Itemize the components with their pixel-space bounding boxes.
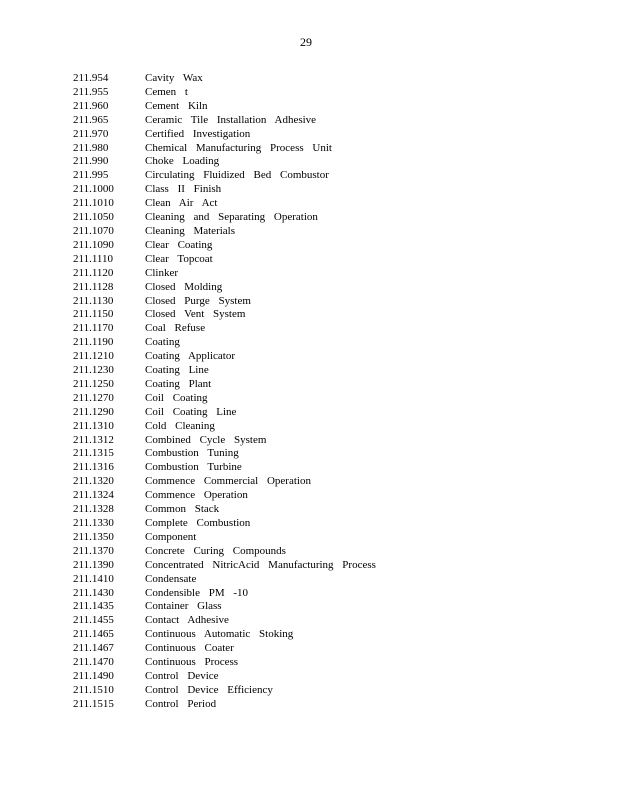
- list-item: [73, 573, 593, 587]
- section-number: 211.990: [73, 155, 109, 168]
- term-label: Component: [145, 530, 197, 543]
- section-number: 211.1130: [73, 294, 114, 307]
- term-label: Choke Loading: [145, 155, 220, 168]
- term-label: Continuous Coater: [145, 642, 234, 655]
- term-label: Control Device: [145, 669, 219, 682]
- term-label: Coating: [145, 336, 180, 349]
- section-number: 211.1290: [73, 405, 114, 418]
- section-number: 211.1410: [73, 572, 114, 585]
- list-item: [73, 559, 593, 573]
- section-number: 211.1467: [73, 642, 114, 655]
- section-number: 211.1315: [73, 447, 114, 460]
- section-number: 211.1050: [73, 211, 114, 224]
- section-number: 211.1210: [73, 350, 114, 363]
- term-label: Closed Molding: [145, 280, 223, 293]
- section-number: 211.1350: [73, 530, 114, 543]
- list-item: [73, 239, 593, 253]
- term-label: Circulating Fluidized Bed Combustor: [145, 169, 329, 182]
- term-label: Common Stack: [145, 503, 220, 516]
- list-item: [73, 656, 593, 670]
- list-item: [73, 100, 593, 114]
- list-item: [73, 475, 593, 489]
- section-number: 211.970: [73, 127, 109, 140]
- section-number: 211.1455: [73, 614, 114, 627]
- term-label: Chemical Manufacturing Process Unit: [145, 141, 332, 154]
- list-item: [73, 545, 593, 559]
- list-item: [73, 600, 593, 614]
- list-item: [73, 670, 593, 684]
- section-number: 211.1324: [73, 489, 114, 502]
- list-item: [73, 587, 593, 601]
- section-number: 211.1328: [73, 503, 114, 516]
- section-number: 211.1435: [73, 600, 114, 613]
- section-number: 211.1316: [73, 461, 114, 474]
- list-item: [73, 155, 593, 169]
- term-label: Cavity Wax: [145, 72, 203, 84]
- term-label: Cleaning Materials: [145, 224, 236, 237]
- term-label: Ceramic Tile Installation Adhesive: [145, 113, 317, 126]
- section-number: 211.1110: [73, 252, 114, 265]
- term-label: Closed Purge System: [145, 294, 251, 307]
- term-label: Concentrated NitricAcid Manufacturing Process: [145, 558, 376, 571]
- term-label: Condensate: [145, 572, 197, 585]
- term-label: Class II Finish: [145, 183, 222, 196]
- list-item: [73, 350, 593, 364]
- term-label: Concrete Curing Compounds: [145, 544, 286, 557]
- section-number: 211.1000: [73, 183, 114, 196]
- list-item: [73, 197, 593, 211]
- term-label: Clean Air Act: [145, 197, 218, 210]
- term-label: Certified Investigation: [145, 127, 251, 140]
- section-number: 211.1010: [73, 197, 114, 210]
- term-label: Coal Refuse: [145, 322, 206, 335]
- list-item: [73, 72, 593, 86]
- term-label: Continuous Process: [145, 656, 239, 669]
- list-item: [73, 267, 593, 281]
- list-item: [73, 614, 593, 628]
- list-item: [73, 322, 593, 336]
- section-number: 211.1312: [73, 433, 114, 446]
- term-label: Commence Operation: [145, 489, 248, 502]
- list-item: [73, 392, 593, 406]
- list-item: [73, 253, 593, 267]
- list-item: [73, 281, 593, 295]
- list-item: [73, 364, 593, 378]
- term-label: Coil Coating: [145, 391, 208, 404]
- section-number: 211.1320: [73, 475, 114, 488]
- term-label: Coil Coating Line: [145, 405, 237, 418]
- list-item: [73, 503, 593, 517]
- list-item: [73, 406, 593, 420]
- term-label: Closed Vent System: [145, 308, 246, 321]
- list-item: [73, 86, 593, 100]
- definition-index-list: [73, 72, 593, 712]
- term-label: Coating Applicator: [145, 350, 236, 363]
- section-number: 211.965: [73, 113, 109, 126]
- term-label: Combined Cycle System: [145, 433, 267, 446]
- list-item: [73, 698, 593, 712]
- list-item: [73, 434, 593, 448]
- section-number: 211.1190: [73, 336, 114, 349]
- list-item: [73, 225, 593, 239]
- term-label: Combustion Turbine: [145, 461, 242, 474]
- list-item: [73, 378, 593, 392]
- term-label: Clear Coating: [145, 238, 213, 251]
- section-number: 211.1128: [73, 280, 114, 293]
- list-item: [73, 628, 593, 642]
- page-number: 29: [300, 35, 312, 49]
- list-item: [73, 336, 593, 350]
- term-label: Cold Cleaning: [145, 419, 215, 432]
- list-item: [73, 295, 593, 309]
- list-item: [73, 169, 593, 183]
- list-item: [73, 517, 593, 531]
- term-label: Complete Combustion: [145, 517, 251, 529]
- term-label: Clinker: [145, 266, 178, 279]
- section-number: 211.980: [73, 141, 109, 154]
- term-label: Control Device Efficiency: [145, 683, 273, 696]
- term-label: Coating Line: [145, 364, 209, 377]
- section-number: 211.1250: [73, 377, 114, 390]
- list-item: [73, 684, 593, 698]
- section-number: 211.1310: [73, 419, 114, 432]
- section-number: 211.1150: [73, 308, 114, 321]
- term-label: Cement Kiln: [145, 99, 208, 112]
- term-label: Combustion Tuning: [145, 447, 239, 460]
- section-number: 211.1330: [73, 517, 114, 529]
- term-label: Continuous Automatic Stoking: [145, 628, 294, 641]
- section-number: 211.960: [73, 99, 109, 112]
- section-number: 211.1370: [73, 544, 114, 557]
- section-number: 211.955: [73, 85, 109, 98]
- list-item: [73, 420, 593, 434]
- section-number: 211.1120: [73, 266, 114, 279]
- term-label: Condensible PM -10: [145, 586, 249, 599]
- list-item: [73, 142, 593, 156]
- list-item: [73, 489, 593, 503]
- section-number: 211.1465: [73, 628, 114, 641]
- list-item: [73, 461, 593, 475]
- list-item: [73, 308, 593, 322]
- section-number: 211.1470: [73, 656, 114, 669]
- section-number: 211.1070: [73, 224, 114, 237]
- term-label: Cemen t: [145, 85, 188, 98]
- term-label: Control Period: [145, 697, 217, 710]
- list-item: [73, 447, 593, 461]
- list-item: [73, 211, 593, 225]
- section-number: 211.1390: [73, 558, 114, 571]
- section-number: 211.995: [73, 169, 109, 182]
- term-label: Contact Adhesive: [145, 614, 229, 627]
- term-label: Commence Commercial Operation: [145, 475, 311, 488]
- term-label: Coating Plant: [145, 377, 212, 390]
- section-number: 211.1515: [73, 697, 114, 710]
- term-label: Container Glass: [145, 600, 222, 613]
- section-number: 211.1430: [73, 586, 114, 599]
- section-number: 211.954: [73, 72, 109, 84]
- term-label: Cleaning and Separating Operation: [145, 211, 318, 224]
- section-number: 211.1510: [73, 683, 114, 696]
- term-label: Clear Topcoat: [145, 252, 213, 265]
- list-item: [73, 183, 593, 197]
- list-item: [73, 114, 593, 128]
- section-number: 211.1090: [73, 238, 114, 251]
- section-number: 211.1490: [73, 669, 114, 682]
- section-number: 211.1170: [73, 322, 114, 335]
- list-item: [73, 531, 593, 545]
- section-number: 211.1230: [73, 364, 114, 377]
- list-item: [73, 128, 593, 142]
- section-number: 211.1270: [73, 391, 114, 404]
- list-item: [73, 642, 593, 656]
